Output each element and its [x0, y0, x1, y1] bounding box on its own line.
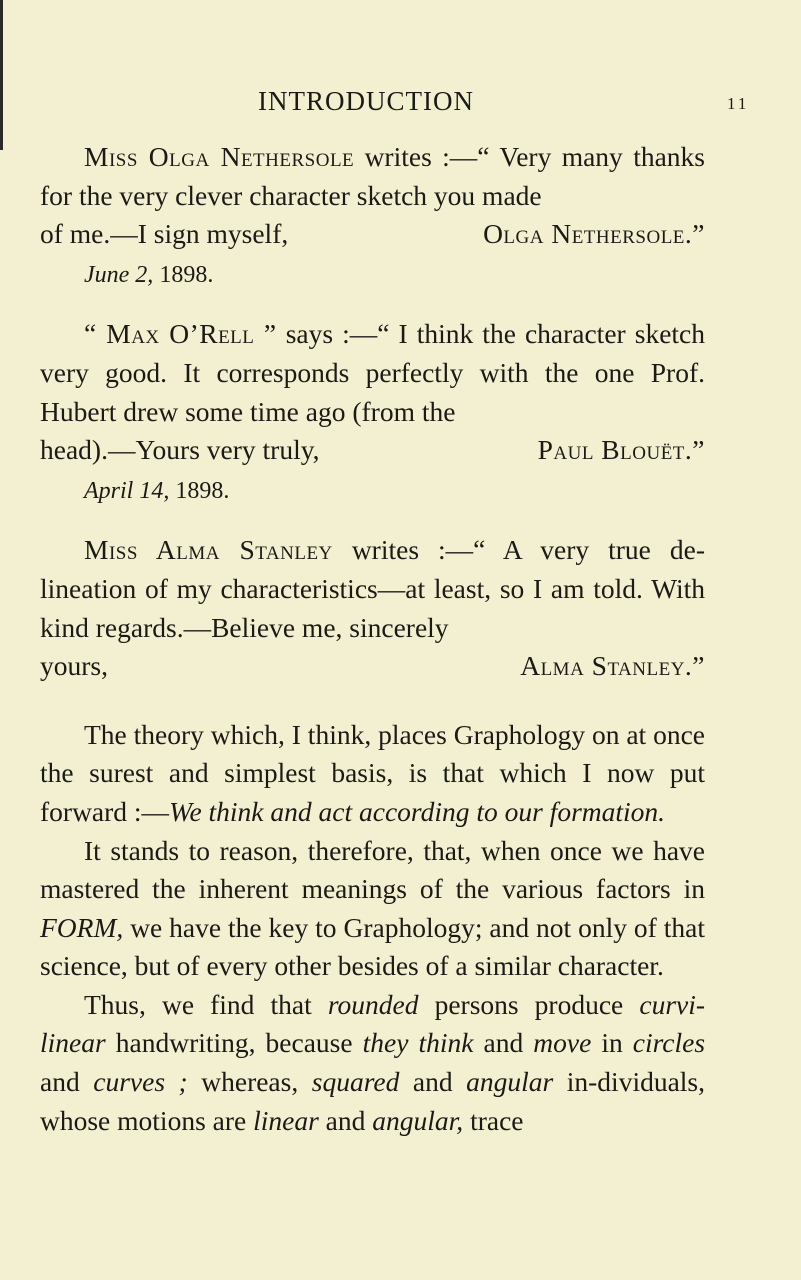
date-month: April 14, [84, 477, 170, 504]
letter-text: lineation of my characteristics—at least, so I am [40, 572, 585, 604]
page-header [0, 86, 801, 126]
letter-line [40, 138, 705, 215]
letter-author: Miss Alma Stanley [84, 534, 333, 566]
signature-line [40, 431, 705, 470]
paragraph-theory: The theory which, I think, places Graphology on at once the surest and simplest basis, is that which I now put forward :—We think and act according to our formation. [40, 718, 705, 827]
signature: Paul Blouët.” [537, 434, 705, 466]
letter-text: says :—“ I think the character [285, 318, 626, 350]
page-edge-shadow [0, 0, 3, 150]
date-year: 1898. [159, 261, 214, 288]
letter-text: yours, [40, 650, 108, 682]
letter-line [40, 531, 705, 647]
italic-emphasis: We think and act according to our formation. [169, 795, 666, 827]
paragraph-reason: It stands to reason, therefore, that, when once we have mastered the inherent meanings of the various factors in FORM, we have the key to Graphology; and not only of that science, but of every other besides of a similar character. [40, 834, 706, 982]
paragraph-thus: Thus, we find that rounded persons produce curvi-linear handwriting, because they think and move in circles and curves ; whereas, squared and angular in-dividuals, whose motions are linear and angular, trace [40, 988, 706, 1136]
letter-line [40, 315, 705, 431]
letter-text: sketch very good. It corresponds perfectly with the [40, 318, 706, 388]
letter-text: writes :—“ Very many [364, 141, 623, 172]
letter-text: head).—Yours very truly, [40, 434, 320, 466]
page-body [40, 138, 705, 1140]
letter-text: thanks for the very clever character sketch you made [40, 141, 706, 211]
page-number: 11 [727, 94, 750, 113]
date-month: June 2, [84, 261, 154, 288]
letter-text: one Prof. Hubert drew some time ago (from the [40, 356, 705, 427]
italic-emphasis: FORM, [40, 911, 124, 943]
letter-text: told. With kind regards.—Believe me, sincerely [40, 572, 706, 643]
letter-nethersole [40, 138, 705, 294]
letter-max-orell [40, 315, 705, 510]
signature-line [40, 647, 705, 686]
running-head: INTRODUCTION [258, 86, 474, 116]
signature: Olga Nethersole.” [483, 218, 705, 250]
letter-text: writes :—“ A very true de- [351, 534, 706, 566]
date-year: 1898. [175, 477, 230, 504]
signature: Alma Stanley.” [520, 650, 705, 682]
signature-line [40, 215, 705, 254]
letter-date [40, 472, 705, 511]
letter-text: of me.—I sign myself, [40, 218, 289, 250]
letter-author: “ Max O’Rell ” [84, 318, 277, 350]
letter-date [40, 256, 705, 295]
letter-stanley [40, 531, 705, 685]
letter-author: Miss Olga Nethersole [84, 141, 355, 172]
